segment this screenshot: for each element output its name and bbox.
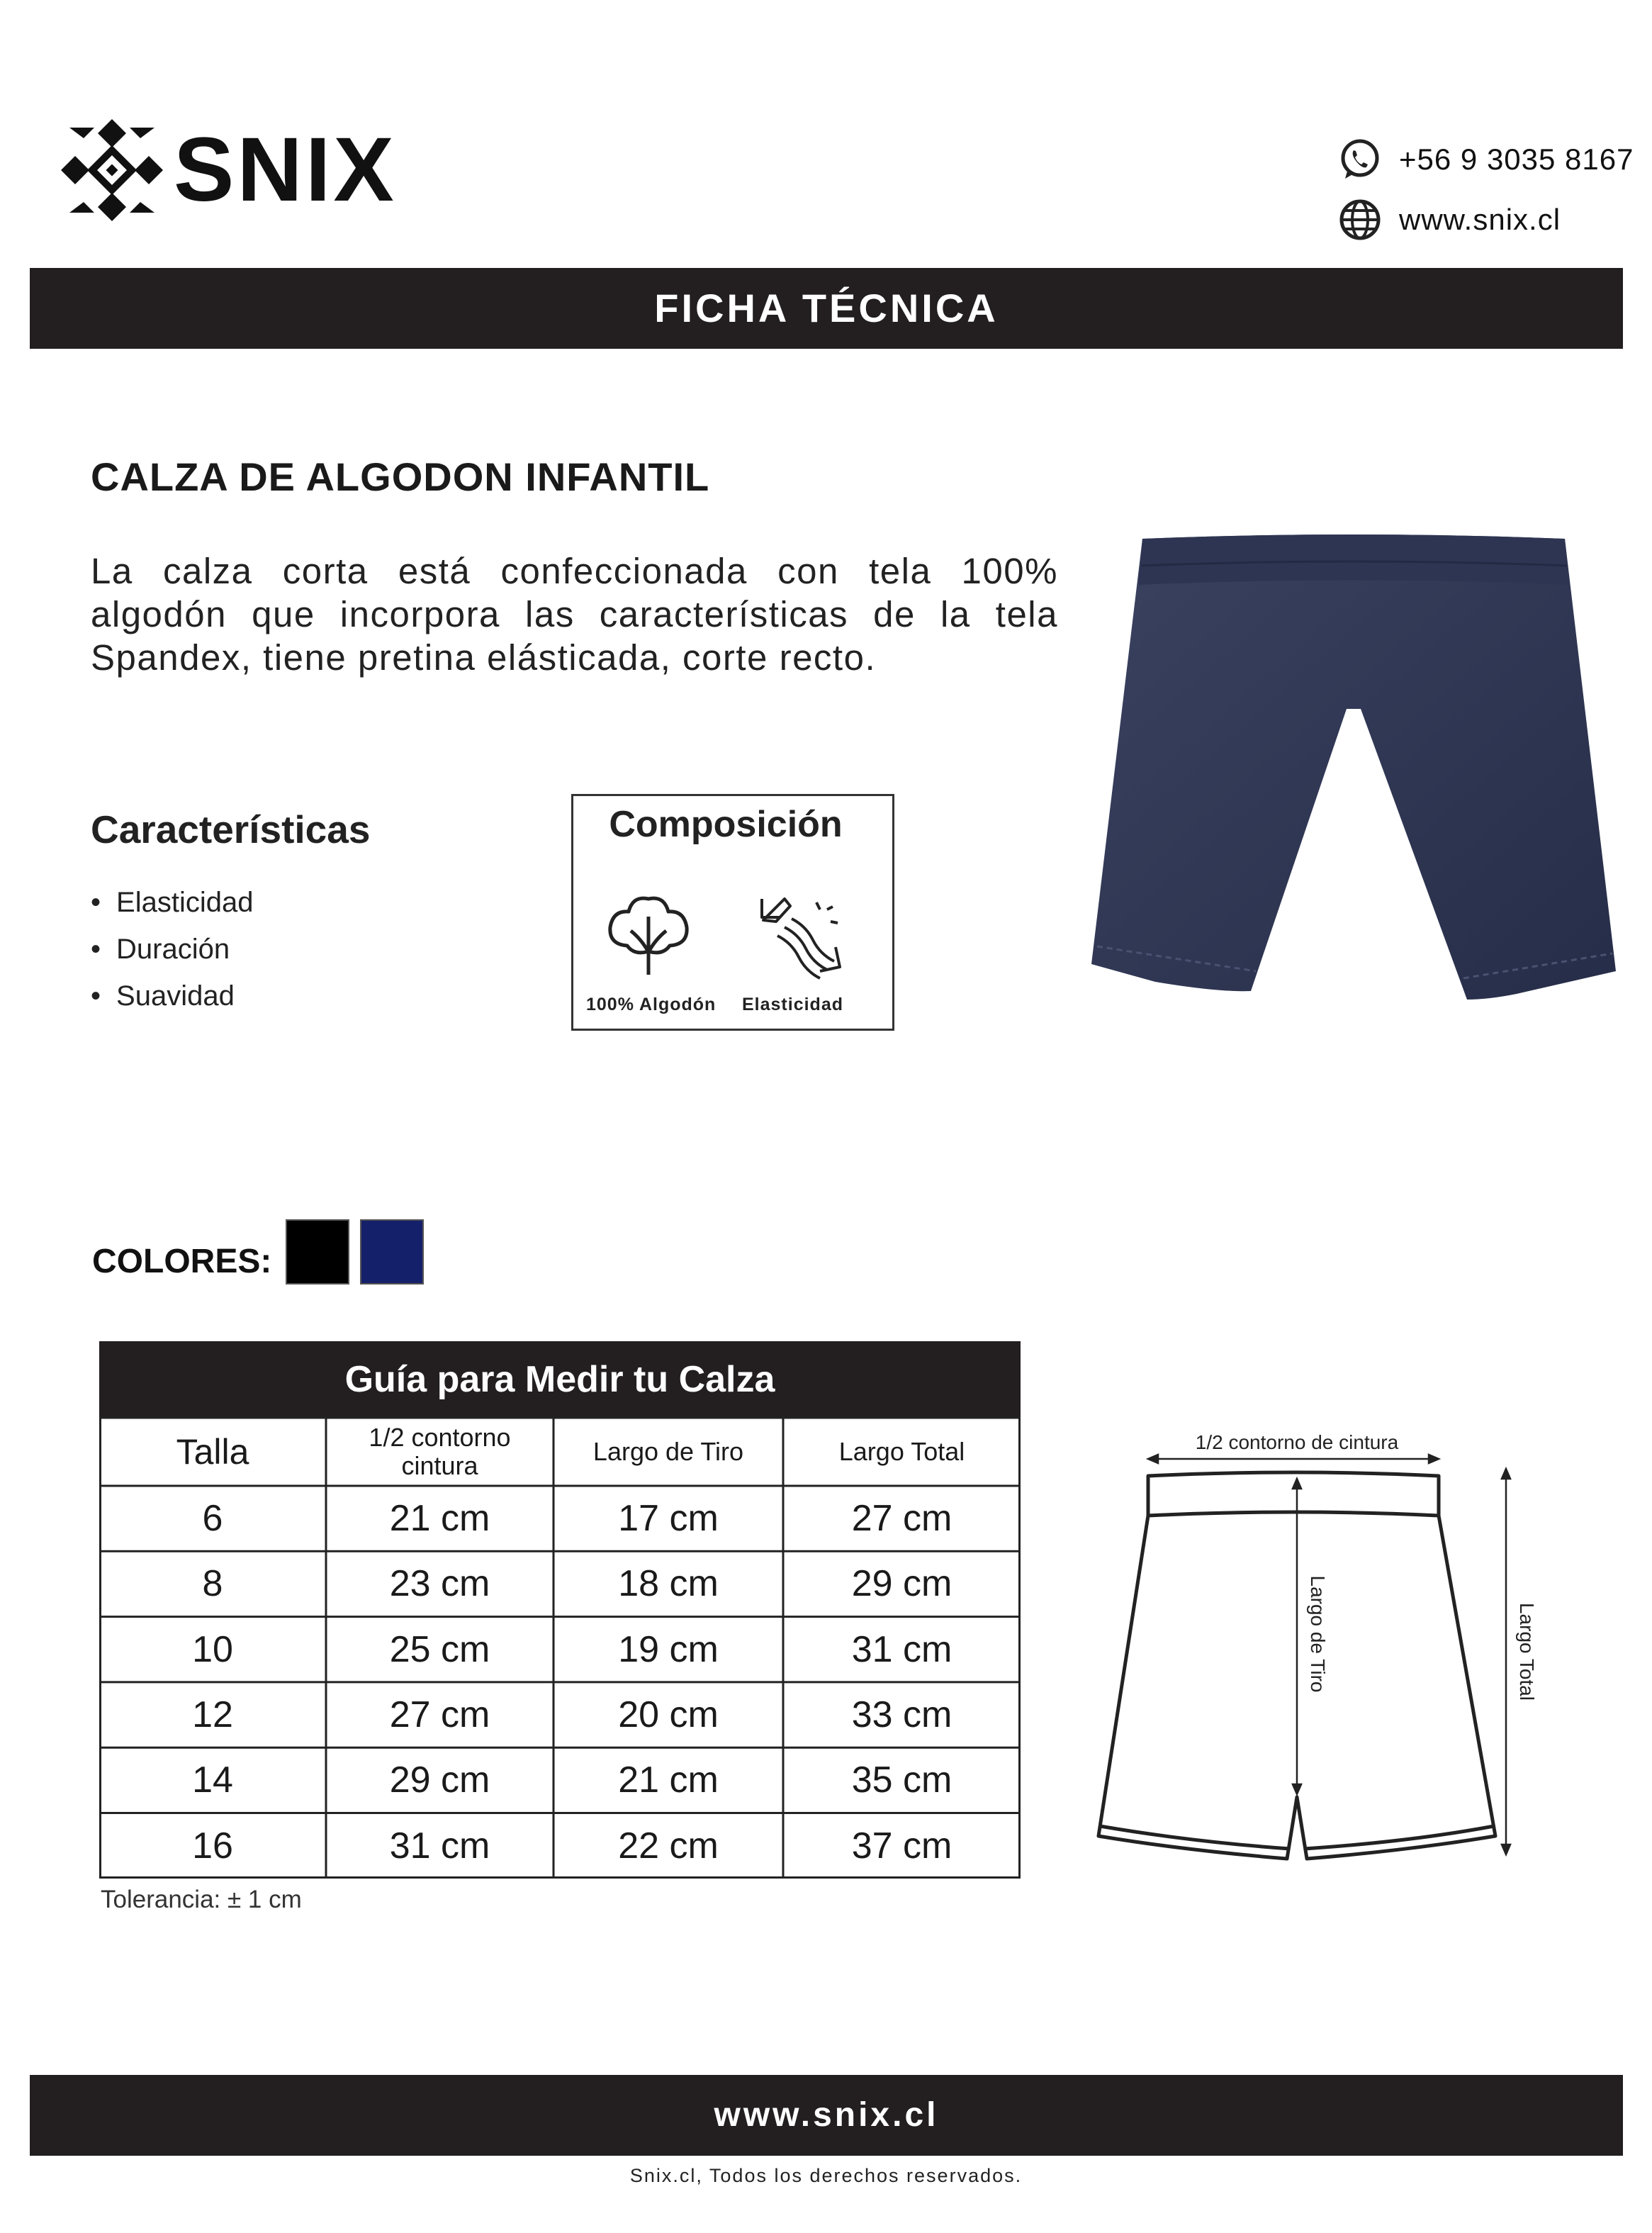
composition-label: 100% Algodón <box>586 995 717 1014</box>
column-header-1-2-contorno-cintura: 1/2 contorno cintura <box>369 1423 511 1480</box>
composition-label: Elasticidad <box>742 995 843 1014</box>
phone-contact[interactable] <box>1338 135 1634 184</box>
product-title: CALZA DE ALGODON INFANTIL <box>91 454 710 499</box>
rise-label: Largo de Tiro <box>1307 1575 1329 1693</box>
table-cell: 31 cm <box>389 1825 490 1867</box>
table-cell: 22 cm <box>618 1825 719 1867</box>
website-link: www.snix.cl <box>1399 203 1561 236</box>
brand-name: SNIX <box>174 119 397 220</box>
table-cell: 37 cm <box>851 1825 953 1867</box>
characteristics-list <box>91 879 253 1019</box>
table-cell: 12 <box>192 1694 233 1736</box>
table-cell: 35 cm <box>851 1759 953 1801</box>
stretch-icon <box>756 892 848 984</box>
column-header-largo-total: Largo Total <box>838 1437 965 1466</box>
snix-logo-icon <box>55 113 169 227</box>
table-cell: 27 cm <box>389 1694 490 1736</box>
table-cell: 19 cm <box>618 1628 719 1670</box>
tolerance-note: Tolerancia: ± 1 cm <box>101 1886 302 1913</box>
table-cell: 20 cm <box>618 1694 719 1736</box>
table-cell: 25 cm <box>389 1628 490 1670</box>
table-cell: 10 <box>192 1628 233 1670</box>
composition-box <box>571 794 894 1031</box>
total-length-label: Largo Total <box>1516 1602 1538 1701</box>
cotton-icon <box>599 888 698 980</box>
table-cell: 31 cm <box>851 1628 953 1670</box>
table-cell: 29 cm <box>851 1563 953 1605</box>
footer-website[interactable]: www.snix.cl <box>30 2075 1623 2156</box>
globe-icon <box>1338 198 1382 242</box>
colors-label: COLORES: <box>92 1243 272 1280</box>
column-header-largo-de-tiro: Largo de Tiro <box>592 1437 744 1466</box>
column-header-talla: Talla <box>176 1432 249 1472</box>
phone-number: +56 9 3035 8167 <box>1399 142 1634 176</box>
table-cell: 21 cm <box>389 1498 490 1540</box>
table-cell: 14 <box>192 1759 233 1801</box>
waist-label: 1/2 contorno de cintura <box>1195 1431 1399 1453</box>
whatsapp-icon <box>1338 138 1382 181</box>
table-cell: 6 <box>202 1498 223 1540</box>
table-cell: 21 cm <box>618 1759 719 1801</box>
color-swatch-black[interactable] <box>286 1219 349 1285</box>
size-guide-title: Guía para Medir tu Calza <box>99 1341 1021 1418</box>
characteristics-title: Características <box>91 807 371 851</box>
list-item: • Duración <box>91 926 253 973</box>
composition-title: Composición <box>609 804 843 845</box>
product-photo <box>1091 532 1616 1014</box>
table-cell: 18 cm <box>618 1563 719 1605</box>
size-guide-table <box>99 1341 1021 1879</box>
list-item: • Suavidad <box>91 973 253 1019</box>
table-cell: 16 <box>192 1825 233 1867</box>
table-cell: 8 <box>202 1563 223 1605</box>
color-swatch-navy[interactable] <box>360 1219 424 1285</box>
header-bar: FICHA TÉCNICA <box>30 268 1623 349</box>
product-description: La calza corta está confeccionada con tela 100% algodón que incorpora las características de la tela Spandex, tiene pretina elásticada, corte recto. <box>91 551 1058 678</box>
list-item: • Elasticidad <box>91 879 253 926</box>
table-cell: 27 cm <box>851 1498 953 1540</box>
table-cell: 23 cm <box>389 1563 490 1605</box>
table-cell: 17 cm <box>618 1498 719 1540</box>
measurement-diagram <box>1084 1425 1552 1886</box>
table-cell: 29 cm <box>389 1759 490 1801</box>
website-contact[interactable] <box>1338 195 1561 245</box>
table-cell: 33 cm <box>851 1694 953 1736</box>
copyright-text: Snix.cl, Todos los derechos reservados. <box>629 2165 1023 2186</box>
